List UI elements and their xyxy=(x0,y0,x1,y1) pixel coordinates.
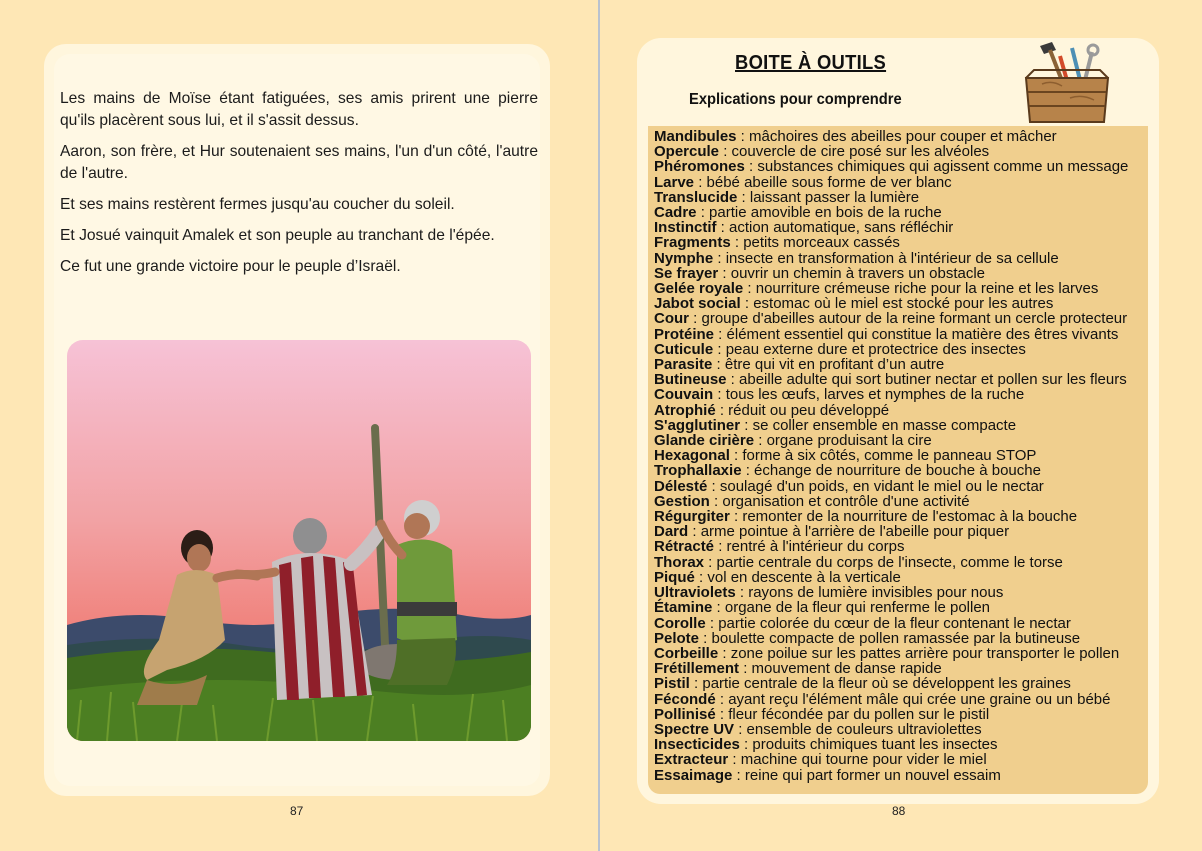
glossary-term: Corbeille xyxy=(654,644,719,662)
glossary-entry xyxy=(654,646,1148,661)
glossary-term: Extracteur xyxy=(654,751,729,769)
glossary-term: Fécondé xyxy=(654,690,716,708)
glossary-definition: : couvercle de cire posé sur les alvéoles xyxy=(719,143,990,161)
glossary-entry xyxy=(654,555,1148,570)
glossary-term: Protéine xyxy=(654,325,715,343)
glossary-definition: : organe produisant la cire xyxy=(754,432,932,450)
glossary-entry xyxy=(654,251,1148,266)
page-number-left: 87 xyxy=(290,804,304,818)
glossary-term: Insecticides xyxy=(654,736,740,754)
glossary-definition: : produits chimiques tuant les insectes xyxy=(739,736,998,754)
glossary-definition: : tous les œufs, larves et nymphes de la ruche xyxy=(713,386,1025,404)
glossary-definition: : rentré à l'intérieur du corps xyxy=(714,538,905,556)
glossary-term: Atrophié xyxy=(654,401,716,419)
glossary-definition: : estomac où le miel est stocké pour les autres xyxy=(740,295,1054,313)
toolbox-icon xyxy=(1022,40,1112,124)
glossary-entry xyxy=(654,509,1148,524)
glossary-entry xyxy=(654,372,1148,387)
glossary-definition: : substances chimiques qui agissent comme un message xyxy=(744,158,1129,176)
glossary-entry xyxy=(654,707,1148,722)
glossary-term: Cadre xyxy=(654,204,697,222)
glossary-entry xyxy=(654,616,1148,631)
story-paragraph: Les mains de Moïse étant fatiguées, ses amis prirent une pierre qu'ils placèrent sous lui, et il s'assit dessus. xyxy=(60,90,538,129)
glossary-entry xyxy=(654,494,1148,509)
glossary-definition: : laissant passer la lumière xyxy=(737,188,920,206)
glossary-entry xyxy=(654,327,1148,342)
glossary-definition: : nourriture crémeuse riche pour la reine et les larves xyxy=(743,280,1099,298)
glossary-definition: : remonter de la nourriture de l'estomac à la bouche xyxy=(729,508,1078,526)
glossary-definition: : partie centrale du corps de l'insecte, comme le torse xyxy=(704,553,1063,571)
glossary-term: Instinctif xyxy=(654,219,717,237)
glossary-term: Trophallaxie xyxy=(654,462,742,480)
glossary-term: Thorax xyxy=(654,553,705,571)
glossary-definition: : soulagé d'un poids, en vidant le miel ou le nectar xyxy=(707,477,1044,495)
glossary-term: Spectre UV xyxy=(654,720,735,738)
glossary-term: Couvain xyxy=(654,386,714,404)
glossary-entry xyxy=(654,585,1148,600)
glossary-definition: : échange de nourriture de bouche à bouche xyxy=(741,462,1041,480)
glossary-definition: : machine qui tourne pour vider le miel xyxy=(728,751,987,769)
glossary-definition: : se coller ensemble en masse compacte xyxy=(740,416,1017,434)
glossary-term: Frétillement xyxy=(654,660,740,678)
story-paragraph: Et Josué vainquit Amalek et son peuple au tranchant de l'épée. xyxy=(60,227,495,244)
moses-illustration xyxy=(67,340,531,741)
glossary-definition: : ouvrir un chemin à travers un obstacle xyxy=(718,264,986,282)
glossary-term: Hexagonal xyxy=(654,447,730,465)
glossary-entry xyxy=(654,296,1148,311)
glossary-term: Fragments xyxy=(654,234,731,252)
glossary-entry xyxy=(654,661,1148,676)
glossary-term: Larve xyxy=(654,173,695,191)
glossary-entry xyxy=(654,159,1148,174)
glossary-definition: : petits morceaux cassés xyxy=(730,234,900,252)
glossary-term: Pelote xyxy=(654,629,700,647)
glossary-definition: : mâchoires des abeilles pour couper et mâcher xyxy=(736,128,1057,145)
glossary-entry xyxy=(654,387,1148,402)
story-text xyxy=(60,88,538,287)
glossary-term: Jabot social xyxy=(654,295,741,313)
glossary-definition: : boulette compacte de pollen ramassée par la butineuse xyxy=(699,629,1081,647)
glossary-entry xyxy=(654,281,1148,296)
glossary-definition: : arme pointue à l'arrière de l'abeille pour piquer xyxy=(688,523,1010,541)
glossary-term: Glande cirière xyxy=(654,432,755,450)
glossary-entry xyxy=(654,220,1148,235)
glossary-definition: : partie amovible en bois de la ruche xyxy=(696,204,942,222)
glossary-entry xyxy=(654,418,1148,433)
glossary-list xyxy=(654,129,1148,783)
glossary-term: Essaimage xyxy=(654,766,733,784)
toolbox-subtitle: Explications pour comprendre xyxy=(689,91,902,108)
glossary-definition: : peau externe dure et protectrice des insectes xyxy=(713,340,1026,358)
glossary-entry xyxy=(654,768,1148,783)
glossary-term: Nymphe xyxy=(654,249,714,267)
glossary-term: Ultraviolets xyxy=(654,584,736,602)
glossary-definition: : rayons de lumière invisibles pour nous xyxy=(735,584,1004,602)
glossary-definition: : ensemble de couleurs ultraviolettes xyxy=(734,720,982,738)
glossary-term: Gelée royale xyxy=(654,280,744,298)
glossary-entry xyxy=(654,692,1148,707)
glossary-entry xyxy=(654,266,1148,281)
glossary-entry xyxy=(654,357,1148,372)
glossary-entry xyxy=(654,722,1148,737)
glossary-term: Translucide xyxy=(654,188,738,206)
glossary-entry xyxy=(654,235,1148,250)
glossary-entry xyxy=(654,311,1148,326)
glossary-definition: : insecte en transformation à l'intérieur de sa cellule xyxy=(713,249,1059,267)
glossary-entry xyxy=(654,600,1148,615)
glossary-panel xyxy=(648,126,1148,794)
glossary-definition: : vol en descente à la verticale xyxy=(694,568,901,586)
glossary-entry xyxy=(654,448,1148,463)
glossary-definition: : bébé abeille sous forme de ver blanc xyxy=(694,173,952,191)
glossary-definition: : mouvement de danse rapide xyxy=(739,660,942,678)
page-number-right: 88 xyxy=(892,804,906,818)
glossary-term: Corolle xyxy=(654,614,706,632)
glossary-definition: : ayant reçu l'élément mâle qui crée une graine ou un bébé xyxy=(715,690,1111,708)
glossary-term: Délesté xyxy=(654,477,708,495)
glossary-entry xyxy=(654,570,1148,585)
glossary-entry xyxy=(654,205,1148,220)
story-paragraph: Aaron, son frère, et Hur soutenaient ses mains, l'un d'un côté, l'autre de l'autre. xyxy=(60,143,538,182)
glossary-term: Étamine xyxy=(654,599,713,617)
glossary-definition: : élément essentiel qui constitue la matière des êtres vivants xyxy=(714,325,1119,343)
glossary-term: S'agglutiner xyxy=(654,416,741,434)
glossary-term: Cuticule xyxy=(654,340,714,358)
glossary-entry xyxy=(654,631,1148,646)
glossary-entry xyxy=(654,342,1148,357)
glossary-definition: : action automatique, sans réfléchir xyxy=(716,219,954,237)
glossary-entry xyxy=(654,737,1148,752)
glossary-entry xyxy=(654,175,1148,190)
glossary-term: Cour xyxy=(654,310,689,328)
glossary-definition: : abeille adulte qui sort butiner nectar et pollen sur les fleurs xyxy=(726,371,1127,389)
glossary-term: Butineuse xyxy=(654,371,727,389)
glossary-entry xyxy=(654,190,1148,205)
glossary-definition: : être qui vit en profitant d’un autre xyxy=(712,356,945,374)
glossary-term: Parasite xyxy=(654,356,713,374)
glossary-entry xyxy=(654,144,1148,159)
glossary-definition: : partie colorée du cœur de la fleur contenant le nectar xyxy=(705,614,1071,632)
glossary-definition: : réduit ou peu développé xyxy=(715,401,890,419)
glossary-term: Rétracté xyxy=(654,538,715,556)
glossary-entry xyxy=(654,433,1148,448)
glossary-entry xyxy=(654,752,1148,767)
story-paragraph: Et ses mains restèrent fermes jusqu'au coucher du soleil. xyxy=(60,196,455,213)
glossary-term: Opercule xyxy=(654,143,720,161)
glossary-term: Mandibules xyxy=(654,128,737,145)
glossary-definition: : groupe d'abeilles autour de la reine formant un cercle protecteur xyxy=(689,310,1128,328)
glossary-term: Régurgiter xyxy=(654,508,730,526)
glossary-entry xyxy=(654,524,1148,539)
glossary-entry xyxy=(654,539,1148,554)
glossary-definition: : fleur fécondée par du pollen sur le pistil xyxy=(715,705,990,723)
toolbox-title: BOITE À OUTILS xyxy=(735,52,887,74)
glossary-term: Dard xyxy=(654,523,689,541)
glossary-definition: : organisation et contrôle d'une activité xyxy=(709,492,970,510)
glossary-entry xyxy=(654,403,1148,418)
glossary-entry xyxy=(654,129,1148,144)
glossary-term: Phéromones xyxy=(654,158,745,176)
book-spine xyxy=(598,0,600,851)
glossary-definition: : zone poilue sur les pattes arrière pour transporter le pollen xyxy=(718,644,1120,662)
glossary-definition: : forme à six côtés, comme le panneau STOP xyxy=(729,447,1037,465)
glossary-definition: : organe de la fleur qui renferme le pollen xyxy=(712,599,991,617)
glossary-entry xyxy=(654,676,1148,691)
glossary-term: Pistil xyxy=(654,675,690,693)
story-paragraph: Ce fut une grande victoire pour le peuple d’Israël. xyxy=(60,258,401,275)
glossary-term: Pollinisé xyxy=(654,705,716,723)
glossary-entry xyxy=(654,463,1148,478)
glossary-term: Gestion xyxy=(654,492,710,510)
glossary-definition: : reine qui part former un nouvel essaim xyxy=(732,766,1001,784)
glossary-definition: : partie centrale de la fleur où se développent les graines xyxy=(689,675,1071,693)
glossary-entry xyxy=(654,479,1148,494)
glossary-term: Piqué xyxy=(654,568,695,586)
glossary-term: Se frayer xyxy=(654,264,719,282)
